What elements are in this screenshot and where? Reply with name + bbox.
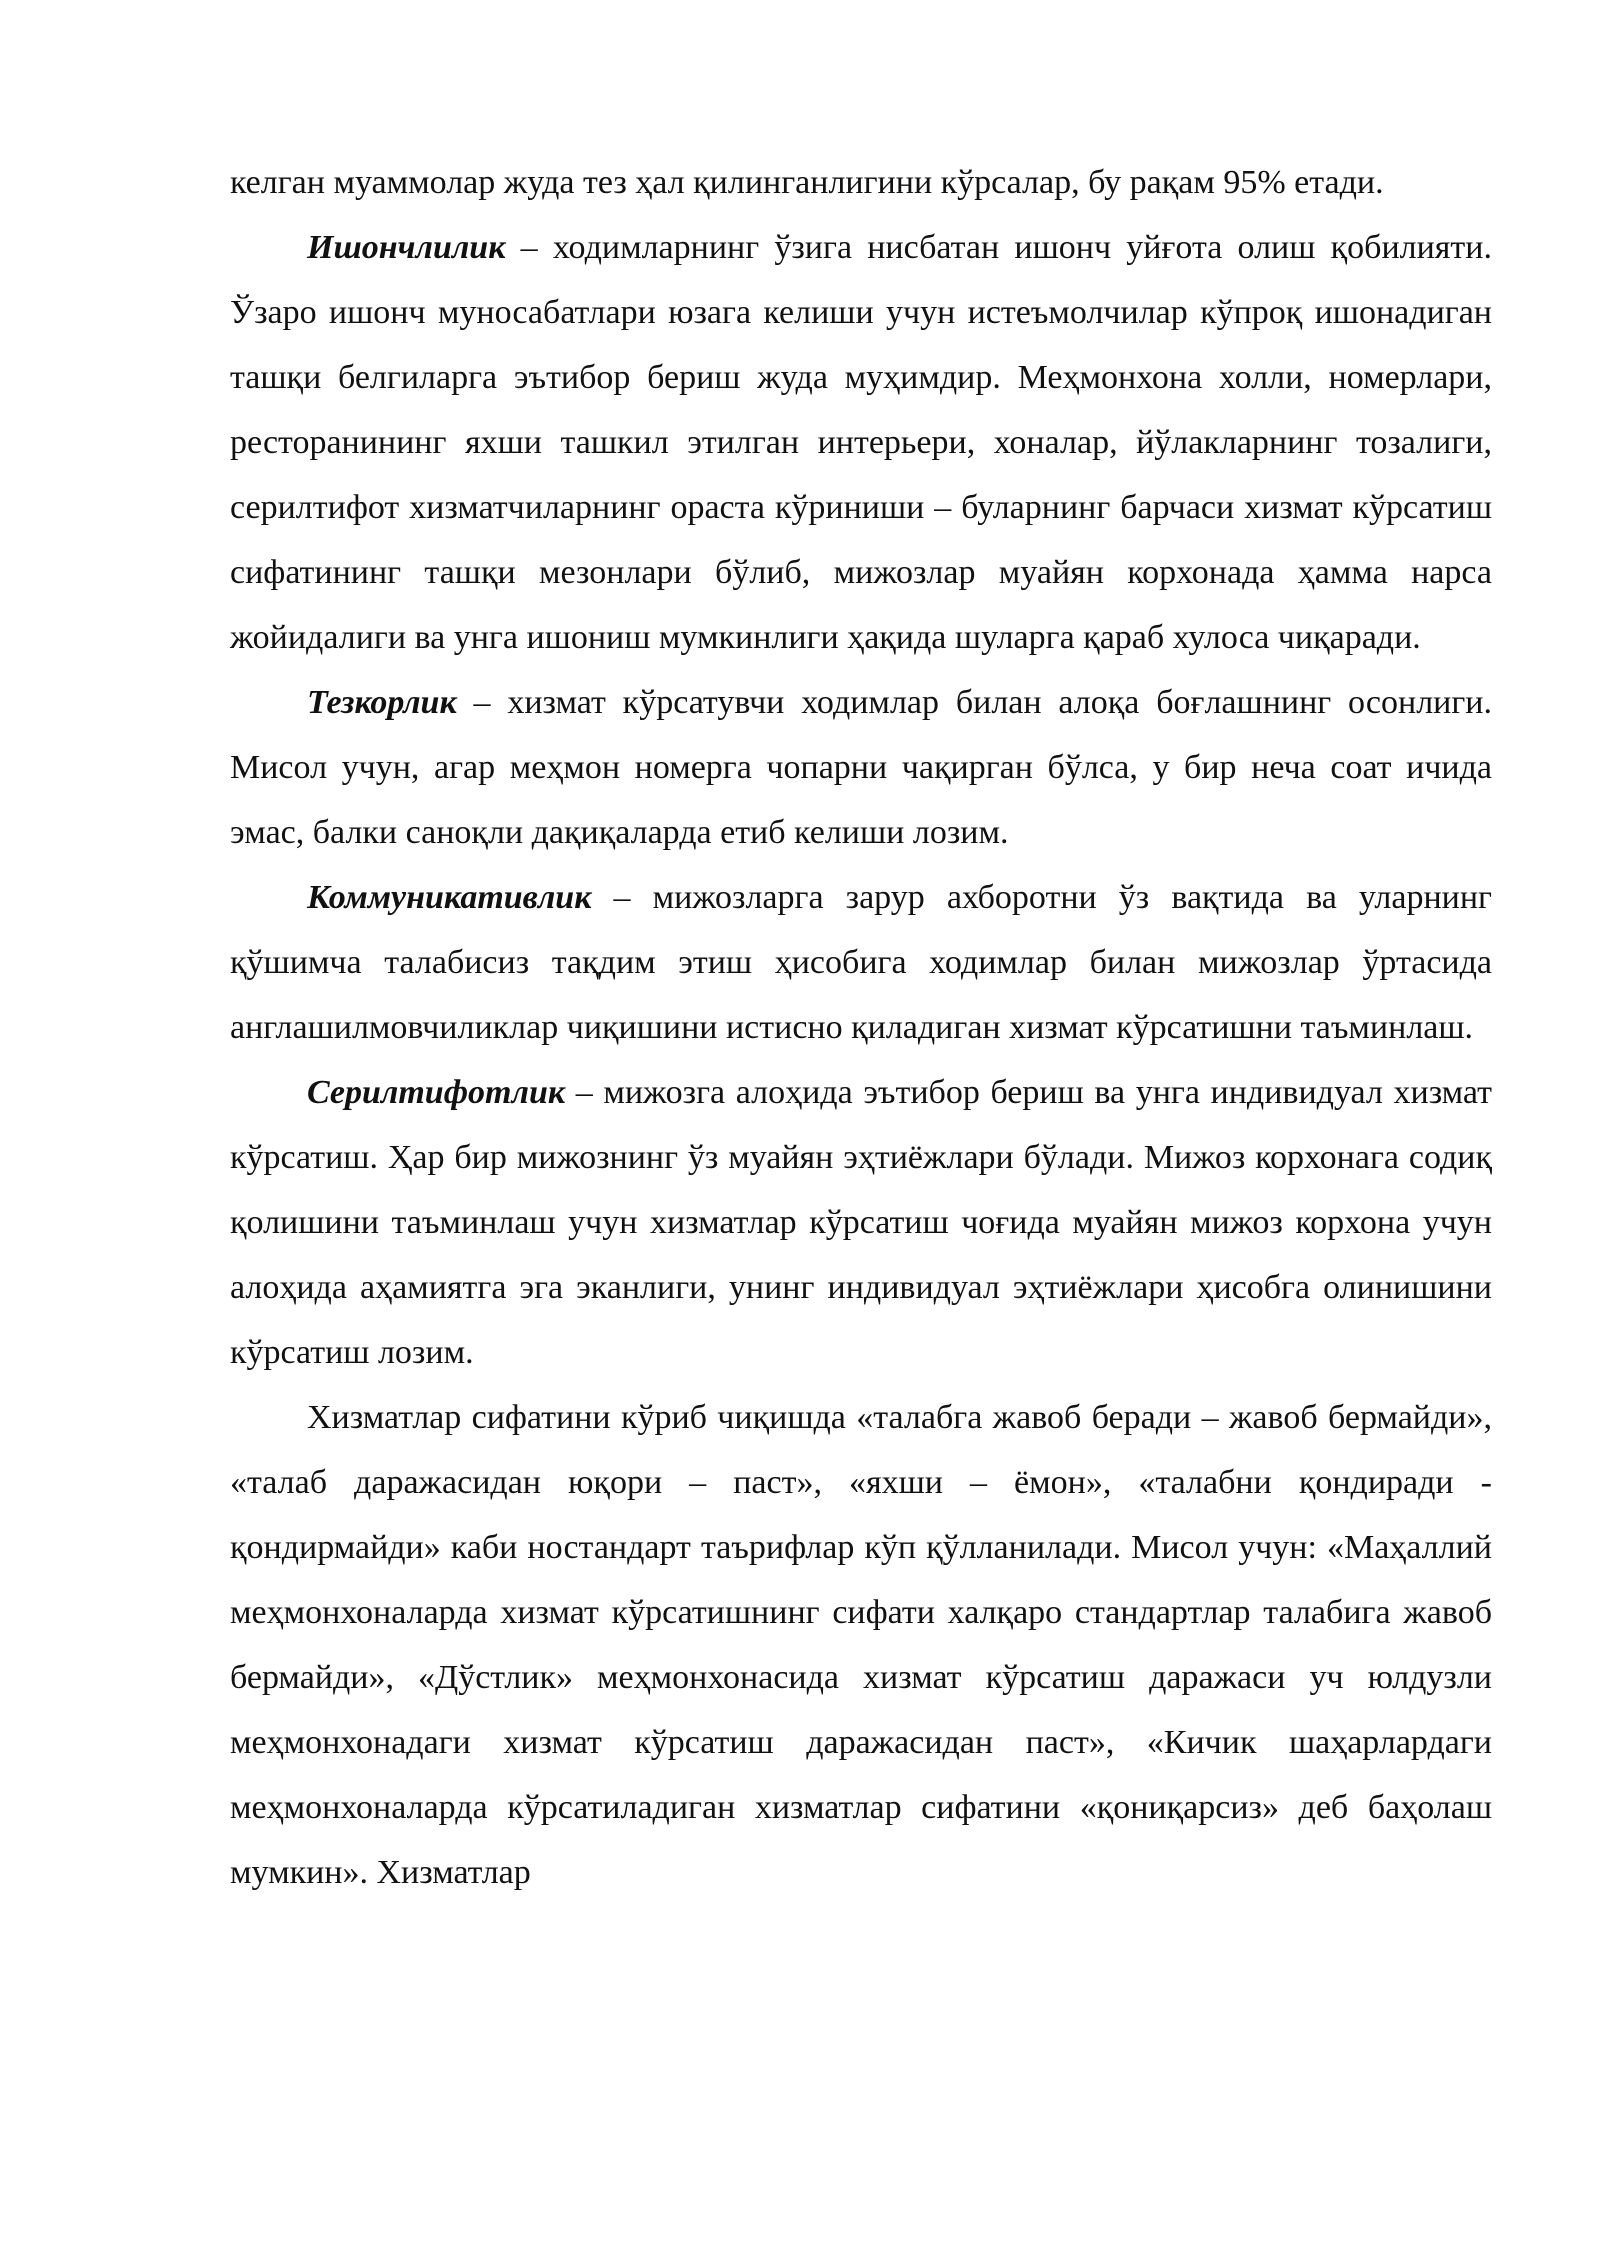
paragraph-responsiveness [230, 670, 1492, 865]
page-body [230, 150, 1492, 1905]
term-reliability: Ишончлилик [307, 229, 506, 266]
paragraph-text: – хизмат кўрсатувчи ходимлар билан алоқа боғлашнинг осонлиги. Мисол учун, агар меҳмон номерга чопарни чақирган бўлса, у бир неча соат ичида эмас, балки саноқли дақиқаларда етиб келиши лозим. [230, 684, 1492, 851]
paragraph-communicativeness [230, 865, 1492, 1060]
paragraph-quality-assessment [230, 1385, 1492, 1905]
paragraph-text: келган муаммолар жуда тез ҳал қилинганлигини кўрсалар, бу рақам 95% етади. [230, 164, 1384, 201]
paragraph-reliability [230, 215, 1492, 670]
paragraph-continuation [230, 150, 1492, 215]
term-communicativeness: Коммуникативлик [307, 879, 592, 916]
paragraph-text: – мижозларга зарур ахборотни ўз вақтида ва уларнинг қўшимча талабисиз тақдим этиш ҳисобига ходимлар билан мижозлар ўртасида англашилмовчиликлар чиқишини истисно қиладиган хизмат кўрсатишни таъминлаш. [230, 879, 1492, 1046]
paragraph-text: Хизматлар сифатини кўриб чиқишда «талабга жавоб беради – жавоб бермайди», «талаб даражасидан юқори – паст», «яхши – ёмон», «талабни қондиради - қондирмайди» каби ностандарт таърифлар кўп қўлланилади. Мисол учун: «Маҳаллий меҳмонхоналарда хизмат кўрсатишнинг сифати халқаро стандартлар талабига жавоб бермайди», «Дўстлик» меҳмонхонасида хизмат кўрсатиш даражаси уч юлдузли меҳмонхонадаги хизмат кўрсатиш даражасидан паст», «Кичик шаҳарлардаги меҳмонхоналарда кўрсатиладиган хизматлар сифатини «қониқарсиз» деб баҳолаш мумкин». Хизматлар [230, 1399, 1492, 1891]
paragraph-text: – мижозга алоҳида эътибор бериш ва унга индивидуал хизмат кўрсатиш. Ҳар бир мижознинг ўз муайян эҳтиёжлари бўлади. Мижоз корхонага содиқ қолишини таъминлаш учун хизматлар кўрсатиш чоғида муайян мижоз корхона учун алоҳида аҳамиятга эга эканлиги, унинг индивидуал эҳтиёжлари ҳисобга олинишини кўрсатиш лозим. [230, 1074, 1492, 1371]
paragraph-text: – ходимларнинг ўзига нисбатан ишонч уйғота олиш қобилияти. Ўзаро ишонч муносабатлари юзага келиши учун истеъмолчилар кўпроқ ишонадиган ташқи белгиларга эътибор бериш жуда муҳимдир. Меҳмонхона холли, номерлари, ресторанининг яхши ташкил этилган интерьери, хоналар, йўлакларнинг тозалиги, серилтифот хизматчиларнинг ораста кўриниши – буларнинг барчаси хизмат кўрсатиш сифатининг ташқи мезонлари бўлиб, мижозлар муайян корхонада ҳамма нарса жойидалиги ва унга ишониш мумкинлиги ҳақида шуларга қараб хулоса чиқаради. [230, 229, 1492, 656]
term-attentiveness: Серилтифотлик [307, 1074, 566, 1111]
paragraph-attentiveness [230, 1060, 1492, 1385]
term-responsiveness: Тезкорлик [307, 684, 457, 721]
